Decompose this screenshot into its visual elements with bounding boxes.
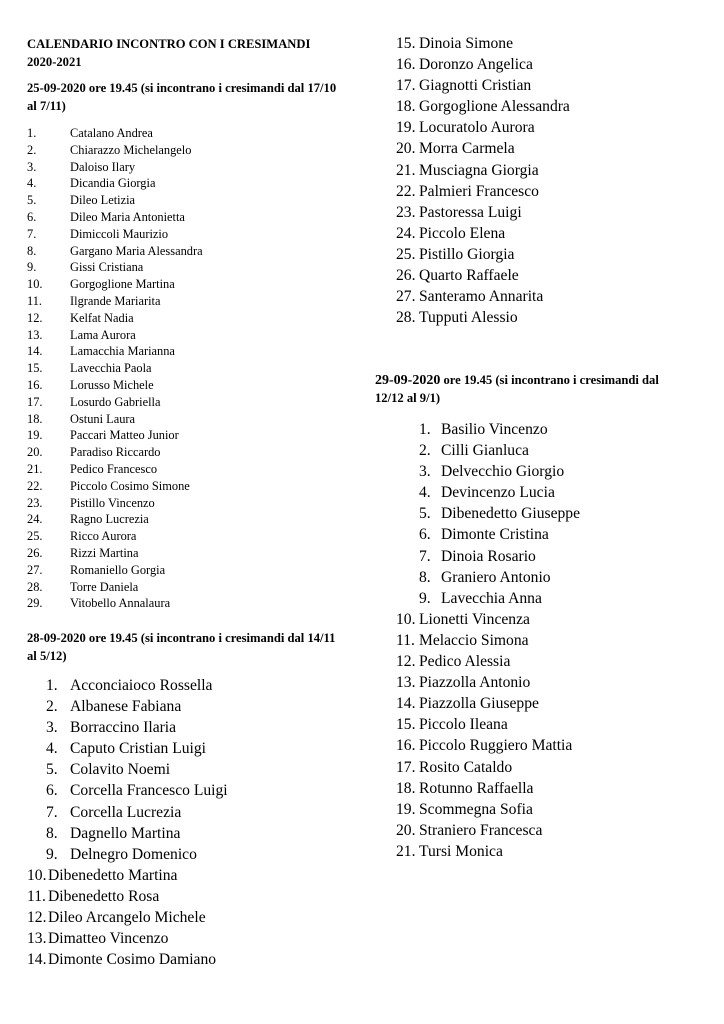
list-item [27, 759, 347, 780]
list-item-name: Dimatteo Vincenzo [48, 930, 169, 948]
list-item-name: Gissi Cristiana [70, 260, 144, 275]
list-item-number: 17. [396, 758, 416, 776]
list-item-name: Torre Daniela [70, 579, 139, 594]
list-item [396, 160, 696, 181]
page-title: CALENDARIO INCONTRO CON I CRESIMANDI 2020-2021 [27, 37, 311, 69]
section-2-list-right [396, 33, 696, 328]
list-item [27, 360, 327, 377]
list-item-name: Piazzolla Giuseppe [419, 695, 539, 713]
list-item-name: Catalano Andrea [70, 126, 153, 140]
list-item [396, 524, 696, 545]
list-item-number: 26. [27, 545, 43, 560]
list-item-number: 21. [396, 161, 416, 179]
list-item-number: 9. [419, 589, 431, 607]
list-item-number: 18. [27, 411, 43, 426]
list-item-number: 25. [27, 529, 43, 544]
list-item [27, 159, 327, 176]
list-item [27, 780, 347, 801]
list-item [27, 276, 327, 293]
list-item-name: Kelfat Nadia [70, 310, 134, 325]
list-item-number: 20. [396, 821, 416, 839]
list-item [396, 820, 696, 841]
list-item [396, 223, 696, 244]
list-item [27, 444, 327, 461]
list-item-name: Dibenedetto Martina [48, 866, 178, 884]
list-item [396, 567, 696, 588]
list-item [27, 125, 327, 142]
list-item-number: 12. [396, 653, 416, 671]
list-item [396, 482, 696, 503]
list-item-name: Lorusso Michele [70, 377, 154, 392]
list-item-number: 6. [419, 526, 431, 544]
list-item [27, 394, 327, 411]
list-item-name: Dileo Maria Antonietta [70, 209, 185, 224]
list-item [27, 696, 347, 717]
list-item-name: Pistillo Vincenzo [70, 495, 155, 510]
list-item-name: Vitobello Annalaura [70, 596, 171, 611]
list-item-name: Dileo Letizia [70, 193, 136, 208]
list-item [396, 117, 696, 138]
list-item-number: 2. [27, 142, 37, 157]
list-item-number: 28. [396, 309, 416, 327]
list-item [27, 343, 327, 360]
list-item-name: Dibenedetto Rosa [48, 887, 160, 905]
list-item-number: 14. [27, 344, 43, 359]
list-item [396, 54, 696, 75]
section-1-info: ore 19.45 (si incontrano i cresimandi dal 17/10 al 7/11) [27, 81, 337, 113]
list-item-number: 21. [27, 461, 43, 476]
list-item [27, 427, 327, 444]
list-item [27, 461, 327, 478]
section-3-list [396, 419, 696, 862]
list-item-name: Gorgoglione Martina [70, 277, 175, 292]
list-item [396, 33, 696, 54]
list-item-name: Lionetti Vincenza [419, 610, 530, 628]
list-item [27, 949, 347, 970]
list-item [27, 579, 327, 596]
section-3-heading [375, 372, 675, 407]
list-item-number: 4. [46, 740, 58, 758]
list-item-name: Caputo Cristian Luigi [70, 740, 207, 758]
list-item [27, 192, 327, 209]
list-item-number: 14. [396, 695, 416, 713]
list-item-number: 21. [396, 842, 416, 860]
list-item-name: Dimiccoli Maurizio [70, 226, 169, 241]
list-item-number: 19. [396, 800, 416, 818]
list-item [396, 588, 696, 609]
list-item-number: 7. [46, 803, 58, 821]
list-item-name: Piccolo Ruggiero Mattia [419, 737, 573, 755]
list-item-name: Ilgrande Mariarita [70, 293, 161, 308]
list-item-name: Piccolo Elena [419, 224, 506, 242]
list-item [396, 693, 696, 714]
list-item-number: 7. [419, 547, 431, 565]
list-item [27, 495, 327, 512]
section-1-list [27, 125, 327, 612]
list-item-number: 19. [27, 428, 43, 443]
list-item [27, 844, 347, 865]
list-item-number: 16. [27, 377, 43, 392]
list-item-number: 23. [396, 203, 416, 221]
list-item-number: 18. [396, 779, 416, 797]
list-item-name: Paradiso Riccardo [70, 445, 161, 460]
list-item-name: Basilio Vincenzo [441, 421, 548, 438]
list-item-name: Pedico Francesco [70, 461, 158, 476]
list-item-name: Ragno Lucrezia [70, 512, 149, 527]
list-item [27, 293, 327, 310]
list-item-name: Borraccino Ilaria [70, 719, 177, 737]
list-item-number: 5. [46, 761, 58, 779]
list-item [396, 307, 696, 328]
list-item [396, 714, 696, 735]
list-item [27, 802, 347, 823]
list-item-name: Morra Carmela [419, 140, 515, 158]
list-item-name: Dicandia Giorgia [70, 176, 156, 191]
list-item-number: 26. [396, 267, 416, 285]
list-item [396, 96, 696, 117]
list-item-number: 3. [27, 159, 37, 174]
list-item-name: Rosito Cataldo [419, 758, 513, 776]
list-item-name: Delvecchio Giorgio [441, 463, 565, 481]
list-item-number: 13. [27, 930, 47, 948]
list-item-name: Tursi Monica [419, 842, 503, 860]
list-item [396, 286, 696, 307]
list-item-name: Devincenzo Lucia [441, 484, 555, 502]
list-item-number: 1. [419, 421, 431, 438]
list-item-number: 10. [27, 866, 47, 884]
list-item-number: 9. [46, 845, 58, 863]
list-item-name: Piccolo Cosimo Simone [70, 478, 190, 493]
list-item [396, 799, 696, 820]
list-item [396, 265, 696, 286]
list-item [27, 717, 347, 738]
list-item-name: Doronzo Angelica [419, 56, 533, 74]
list-item-number: 13. [27, 327, 43, 342]
list-item-number: 22. [396, 182, 416, 200]
list-item-name: Corcella Francesco Luigi [70, 782, 228, 800]
list-item-name: Albanese Fabiana [70, 698, 182, 716]
list-item-number: 22. [27, 478, 43, 493]
list-item-name: Colavito Noemi [70, 761, 171, 779]
list-item-number: 6. [27, 209, 37, 224]
list-item-number: 19. [396, 119, 416, 137]
list-item-number: 15. [27, 361, 43, 376]
list-item [396, 735, 696, 756]
list-item-number: 3. [46, 719, 58, 737]
list-item [396, 757, 696, 778]
list-item [396, 630, 696, 651]
section-2-heading [27, 630, 347, 665]
list-item-number: 8. [27, 243, 37, 258]
list-item-name: Graniero Antonio [441, 568, 551, 586]
list-item-number: 5. [419, 505, 431, 523]
list-item-name: Daloiso Ilary [70, 159, 136, 174]
list-item-name: Musciagna Giorgia [419, 161, 539, 179]
list-item [27, 142, 327, 159]
list-item [27, 243, 327, 260]
list-item [27, 562, 327, 579]
list-item-name: Chiarazzo Michelangelo [70, 142, 192, 157]
list-item-number: 18. [396, 98, 416, 116]
list-item-name: Dimonte Cristina [441, 526, 549, 544]
list-item-number: 25. [396, 245, 416, 263]
list-item-name: Gargano Maria Alessandra [70, 243, 203, 258]
list-item [396, 841, 696, 862]
list-item-number: 4. [27, 176, 37, 191]
list-item-number: 20. [396, 140, 416, 158]
list-item-number: 11. [396, 631, 415, 649]
list-item-name: Romaniello Gorgia [70, 562, 166, 577]
list-item [27, 528, 327, 545]
list-item-number: 8. [419, 568, 431, 586]
list-item-name: Ostuni Laura [70, 411, 136, 426]
list-item [27, 545, 327, 562]
list-item-number: 10. [396, 610, 416, 628]
list-item-number: 28. [27, 579, 43, 594]
list-item [396, 202, 696, 223]
list-item-name: Palmieri Francesco [419, 182, 539, 200]
list-item [27, 907, 347, 928]
list-item [27, 478, 327, 495]
list-item-number: 3. [419, 463, 431, 481]
list-item-name: Pistillo Giorgia [419, 245, 515, 263]
list-item [27, 886, 347, 907]
list-item [396, 75, 696, 96]
list-item-name: Straniero Francesca [419, 821, 543, 839]
list-item [27, 226, 327, 243]
list-item [27, 675, 347, 696]
list-item-name: Santeramo Annarita [419, 288, 544, 306]
list-item [396, 244, 696, 265]
list-item-number: 29. [27, 596, 43, 611]
list-item-number: 15. [396, 35, 416, 52]
list-item-number: 24. [27, 512, 43, 527]
list-item-number: 2. [46, 698, 58, 716]
list-item [396, 651, 696, 672]
list-item-name: Paccari Matteo Junior [70, 428, 179, 443]
list-item-name: Lavecchia Paola [70, 361, 152, 376]
list-item-number: 10. [27, 277, 43, 292]
list-item-number: 23. [27, 495, 43, 510]
list-item-name: Dinoia Rosario [441, 547, 536, 565]
list-item-name: Dimonte Cosimo Damiano [48, 951, 217, 969]
list-item-name: Delnegro Domenico [70, 845, 197, 863]
list-item-number: 6. [46, 782, 58, 800]
list-item-name: Scommegna Sofia [419, 800, 533, 818]
section-2-info: ore 19.45 (si incontrano i cresimandi dal 14/11 al 5/12) [27, 631, 336, 663]
list-item-number: 13. [396, 674, 416, 692]
list-item-number: 17. [396, 77, 416, 95]
list-item-number: 9. [27, 260, 37, 275]
list-item [396, 778, 696, 799]
list-item-name: Ricco Aurora [70, 529, 137, 544]
list-item-name: Dibenedetto Giuseppe [441, 505, 581, 523]
list-item-name: Piazzolla Antonio [419, 674, 531, 692]
list-item-number: 8. [46, 824, 58, 842]
list-item [396, 419, 696, 440]
list-item [396, 609, 696, 630]
list-item-name: Acconciaioco Rossella [70, 677, 213, 694]
list-item [27, 327, 327, 344]
list-item-number: 24. [396, 224, 416, 242]
list-item [396, 461, 696, 482]
list-item-number: 27. [396, 288, 416, 306]
list-item-number: 14. [27, 951, 47, 969]
list-item [27, 928, 347, 949]
list-item [27, 310, 327, 327]
list-item-name: Lamacchia Marianna [70, 344, 175, 359]
list-item [396, 503, 696, 524]
list-item-name: Lama Aurora [70, 327, 136, 342]
list-item [27, 738, 347, 759]
list-item-number: 15. [396, 716, 416, 734]
list-item-number: 1. [27, 126, 37, 140]
list-item [27, 175, 327, 192]
list-item [27, 595, 327, 612]
list-item-number: 2. [419, 442, 431, 460]
list-item-name: Giagnotti Cristian [419, 77, 532, 95]
section-2-list-left [27, 675, 347, 970]
list-item-number: 27. [27, 562, 43, 577]
section-3-date: 29-09-2020 [375, 373, 441, 388]
list-item-name: Dagnello Martina [70, 824, 181, 842]
list-item-name: Lavecchia Anna [441, 589, 542, 607]
list-item-number: 5. [27, 193, 37, 208]
list-item-name: Rotunno Raffaella [419, 779, 534, 797]
section-2-date: 28-09-2020 [27, 631, 86, 645]
list-item-number: 7. [27, 226, 37, 241]
list-item-name: Piccolo Ileana [419, 716, 508, 734]
list-item [396, 138, 696, 159]
list-item-name: Pedico Alessia [419, 653, 511, 671]
list-item [27, 511, 327, 528]
list-item [396, 440, 696, 461]
list-item [27, 823, 347, 844]
list-item-name: Corcella Lucrezia [70, 803, 182, 821]
list-item-number: 16. [396, 56, 416, 74]
section-1-heading [27, 80, 337, 115]
list-item-name: Dinoia Simone [419, 35, 513, 52]
list-item [27, 209, 327, 226]
list-item-name: Melaccio Simona [419, 631, 529, 649]
list-item [396, 181, 696, 202]
list-item-number: 12. [27, 909, 47, 927]
list-item-name: Quarto Raffaele [419, 267, 519, 285]
list-item-name: Locuratolo Aurora [419, 119, 535, 137]
list-item-name: Losurdo Gabriella [70, 394, 161, 409]
list-item [396, 546, 696, 567]
list-item [27, 259, 327, 276]
section-3-info: ore 19.45 (si incontrano i cresimandi dal 12/12 al 9/1) [375, 373, 659, 405]
list-item-number: 1. [46, 677, 58, 694]
section-1-date: 25-09-2020 [27, 81, 86, 95]
list-item-name: Tupputi Alessio [419, 309, 518, 327]
list-item [27, 377, 327, 394]
list-item-name: Rizzi Martina [70, 545, 139, 560]
list-item-name: Gorgoglione Alessandra [419, 98, 570, 116]
list-item-number: 12. [27, 310, 43, 325]
list-item-name: Dileo Arcangelo Michele [48, 909, 206, 927]
list-item-name: Pastoressa Luigi [419, 203, 522, 221]
list-item-number: 11. [27, 887, 46, 905]
list-item-number: 16. [396, 737, 416, 755]
list-item-number: 4. [419, 484, 431, 502]
list-item-number: 11. [27, 293, 43, 308]
list-item [27, 865, 347, 886]
list-item [396, 672, 696, 693]
list-item-name: Cilli Gianluca [441, 442, 529, 460]
list-item-number: 20. [27, 445, 43, 460]
list-item-number: 17. [27, 394, 43, 409]
list-item [27, 411, 327, 428]
